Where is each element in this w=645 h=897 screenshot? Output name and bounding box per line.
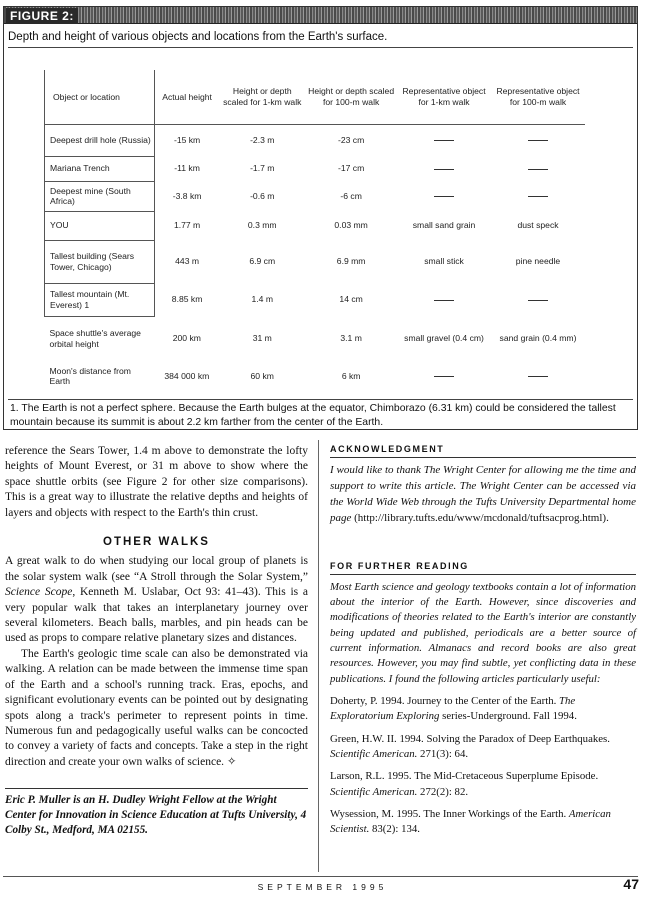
figure-caption: Depth and height of various objects and locations from the Earth's surface. xyxy=(8,31,633,48)
article-body xyxy=(5,444,308,770)
table-cell: -11 km xyxy=(174,163,200,174)
paragraph-text: , Kenneth M. Uslabar, Oct 93: 41–43). This is a very popular walk that takes an interplanetary journey over several kilometers. Beach balls, marbles, and pin heads can be used as props to compare relative planetary sizes and distances. xyxy=(5,586,308,645)
reference-item xyxy=(330,732,636,763)
table-cell: small stick xyxy=(424,256,464,267)
table-cell: Space shuttle's average orbital height xyxy=(49,328,141,349)
table-cell: Deepest drill hole (Russia) xyxy=(45,124,155,156)
dash-mark xyxy=(434,300,454,301)
table-cell: small gravel (0.4 cm) xyxy=(404,333,484,344)
reference-item xyxy=(330,769,636,800)
table-cell: Moon's distance from Earth xyxy=(49,365,131,386)
table-cell: -2.3 m xyxy=(250,135,275,146)
table-cell xyxy=(397,283,491,316)
table-cell: -17 cm xyxy=(337,163,365,174)
table-cell: 60 km xyxy=(250,370,274,381)
table-cell xyxy=(397,156,491,181)
table-cell: -23 cm xyxy=(337,135,365,146)
paragraph xyxy=(5,554,308,646)
table-cell: Mariana Trench xyxy=(45,156,155,181)
table-cell: dust speck xyxy=(517,220,559,231)
paragraph: reference the Sears Tower, 1.4 m above to demonstrate the lofty heights of Mount Everest, or 31 m above to show where the space shuttle orbits (see Figure 2 for other size comparisons). This is a great way to illustrate the relative depths and heights of layers and objects with respect to the Earth's thin crust. xyxy=(5,445,308,519)
ref-rest: 83(2): 134. xyxy=(369,823,420,836)
table-cell: 443 m xyxy=(175,256,200,267)
right-column xyxy=(330,444,636,838)
table-header-row xyxy=(45,70,586,124)
dash-mark xyxy=(434,140,454,141)
table-cell: 1.4 m xyxy=(251,294,273,305)
table-cell: 0.03 mm xyxy=(334,220,368,231)
table-cell: -3.8 km xyxy=(172,190,202,201)
table-cell: pine needle xyxy=(515,256,561,267)
table-row xyxy=(45,361,586,391)
journal-title: Science Scope xyxy=(5,586,73,599)
figure-banner xyxy=(4,7,637,24)
paragraph: The Earth's geologic time scale can also be demonstrated via walking. A relation can be made between the immense time span of the Earth and a school's running track. Eras, epochs, and significant evolutionary events can be pointed out by designating spots along a track's perimeter to represent points in time. Numerous fun and pedagogically useful walks can be concocted to convey a variety of facts and concepts. Take a step in the right direction and create your own walks of science. ✧ xyxy=(5,647,308,768)
figure-box xyxy=(3,6,638,430)
dash-mark xyxy=(434,169,454,170)
reference-item xyxy=(330,807,636,838)
table-cell: Tallest mountain (Mt. Everest) 1 xyxy=(45,283,155,316)
table-row xyxy=(45,211,586,240)
table-cell: 6.9 mm xyxy=(336,256,366,267)
ref-rest: series-Underground. Fall 1994. xyxy=(439,710,577,723)
table-cell xyxy=(491,181,585,211)
footer-date: SEPTEMBER 1995 xyxy=(257,882,388,892)
table-cell xyxy=(491,156,585,181)
column-divider xyxy=(318,440,319,872)
ref-source: American Scientist. xyxy=(330,808,611,836)
reading-intro: Most Earth science and geology textbooks contain a lot of information about the interior of the Earth. However, since discoveries and modifications of theories related to the Earth's interior are constantly being updated and published, periodicals are a better source of current information. Almanacs and record books are also great resources. However, you may find subtle, yet conflicting data in these publications. I found the following articles particularly useful: xyxy=(330,580,636,685)
author-bio: Eric P. Muller is an H. Dudley Wright Fellow at the Wright Center for Innovation in Science Education at Tufts University, 4 Colby St., Medford, MA 02155. xyxy=(5,788,308,838)
reference-item xyxy=(330,694,636,725)
ref-text: Larson, R.L. 1995. The Mid-Cretaceous Superplume Episode. xyxy=(330,770,599,783)
ref-rest: 272(2): 82. xyxy=(417,785,469,798)
acknowledgment-heading: ACKNOWLEDGMENT xyxy=(330,444,636,458)
table-cell: 6 km xyxy=(341,370,361,381)
table-cell xyxy=(397,124,491,156)
table-header: Representative object for 1-km walk xyxy=(397,70,491,124)
table-cell: YOU xyxy=(45,211,155,240)
ref-source: The Exploratorium Exploring xyxy=(330,695,576,723)
paragraph-text: A great walk to do when studying our local group of planets is the solar system walk (see “A Stroll through the Solar System,” xyxy=(5,555,308,583)
left-column xyxy=(5,444,308,838)
table-cell: 14 cm xyxy=(339,294,363,305)
dash-mark xyxy=(528,140,548,141)
table-cell: sand grain (0.4 mm) xyxy=(499,333,577,344)
dash-mark xyxy=(528,169,548,170)
table-cell xyxy=(397,181,491,211)
ack-url-link[interactable]: (http://library.tufts.edu/www/mcdonald/tuftsacprog.html). xyxy=(354,511,609,524)
data-table xyxy=(44,70,585,391)
further-reading-heading: FOR FURTHER READING xyxy=(330,561,636,575)
ref-text: Wysession, M. 1995. The Inner Workings of the Earth. xyxy=(330,808,569,821)
table-row xyxy=(45,283,586,316)
table-cell: 8.85 km xyxy=(171,294,203,305)
table-cell: 384 000 km xyxy=(164,370,210,381)
dash-mark xyxy=(528,300,548,301)
table-cell: Deepest mine (South Africa) xyxy=(45,181,155,211)
ref-text: Green, H.W. II. 1994. Solving the Paradox of Deep Earthquakes. xyxy=(330,732,610,745)
table-cell: 6.9 cm xyxy=(249,256,276,267)
table-cell: small sand grain xyxy=(412,220,476,231)
table-cell: Tallest building (Sears Tower, Chicago) xyxy=(45,240,155,283)
ref-text: Doherty, P. 1994. Journey to the Center of the Earth. xyxy=(330,695,559,708)
table-row xyxy=(45,240,586,283)
ref-source: Scientific American. xyxy=(330,748,418,761)
table-cell: -0.6 m xyxy=(250,190,275,201)
table-cell: 200 km xyxy=(172,333,201,344)
footer-rule xyxy=(3,876,638,877)
section-heading: OTHER WALKS xyxy=(103,536,210,549)
table-cell: 31 m xyxy=(252,333,272,344)
table-cell: -6 cm xyxy=(340,190,362,201)
table-cell xyxy=(491,124,585,156)
table-row xyxy=(45,181,586,211)
table-cell: 3.1 m xyxy=(340,333,362,344)
table-header: Height or depth scaled for 1-km walk xyxy=(219,70,305,124)
table-header: Representative object for 100-m walk xyxy=(491,70,585,124)
figure-label: FIGURE 2: xyxy=(6,8,78,24)
table-row xyxy=(45,156,586,181)
acknowledgment-text xyxy=(330,463,636,527)
table-row xyxy=(45,316,586,361)
table-header: Height or depth scaled for 100-m walk xyxy=(305,70,397,124)
page-number: 47 xyxy=(623,876,639,892)
table-cell: -1.7 m xyxy=(250,163,275,174)
table-cell xyxy=(491,361,585,391)
figure-footnote: 1. The Earth is not a perfect sphere. Because the Earth bulges at the equator, Chimborazo (6.31 km) could be considered the tallest mountain because its summit is about 2.2 km farther from the center of the Earth. xyxy=(8,399,633,431)
dash-mark xyxy=(528,196,548,197)
ref-source: Scientific American. xyxy=(330,785,418,798)
dash-mark xyxy=(528,376,548,377)
ack-body: I would like to thank The Wright Center for allowing me the time and support to write this article. The Wright Center can be accessed via the World Wide Web through the Tufts University Departmental home page xyxy=(330,464,636,524)
table-row xyxy=(45,124,586,156)
table-cell xyxy=(491,283,585,316)
dash-mark xyxy=(434,376,454,377)
ref-rest: 271(3): 64. xyxy=(417,748,469,761)
dash-mark xyxy=(434,196,454,197)
table-cell xyxy=(397,361,491,391)
table-header: Object or location xyxy=(45,70,155,124)
table-cell: 0.3 mm xyxy=(247,220,277,231)
table-cell: -15 km xyxy=(173,135,201,146)
table-cell: 1.77 m xyxy=(173,220,201,231)
table-header: Actual height xyxy=(154,70,219,124)
